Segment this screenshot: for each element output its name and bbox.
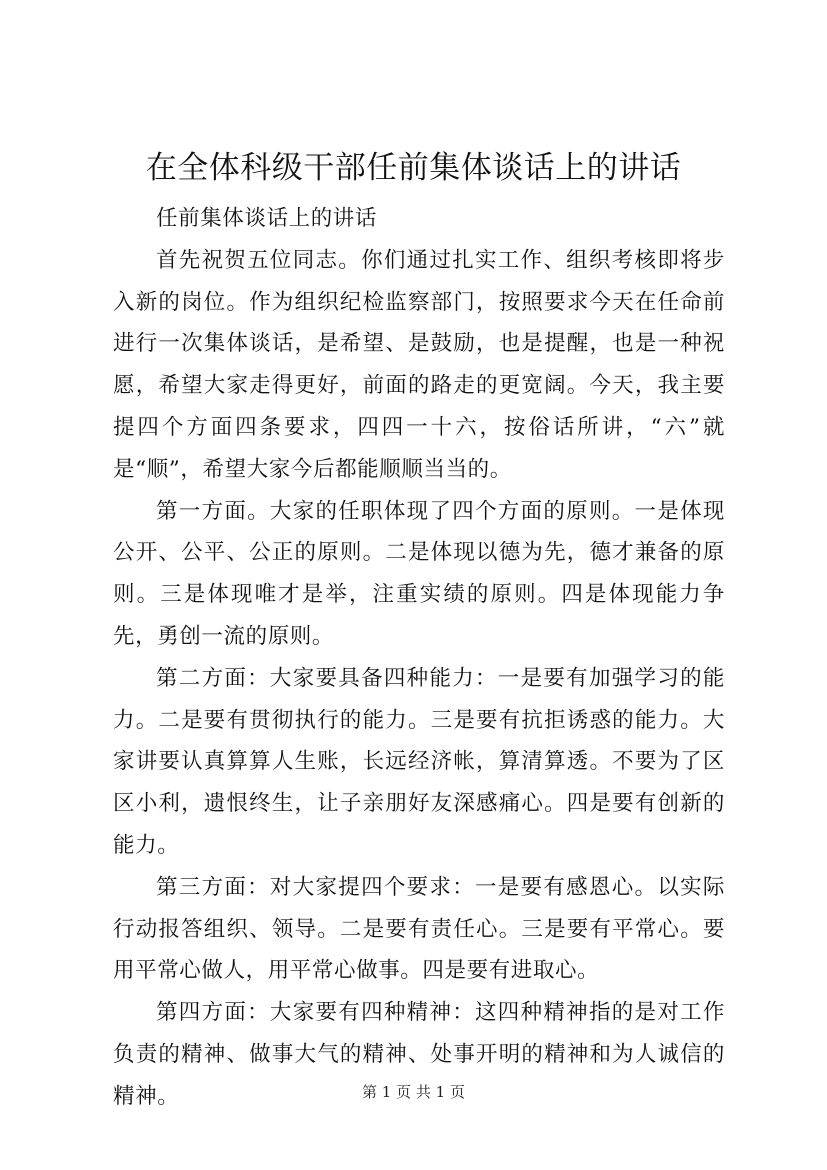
page-number-footer: 第 1 页 共 1 页 (362, 1083, 465, 1101)
paragraph: 第四方面：大家要有四种精神：这四种精神指的是对工作负责的精神、做事大气的精神、处事开明的精神和为人诚信的精神。 (113, 1000, 725, 1109)
document-body (113, 198, 725, 1118)
paragraph: 首先祝贺五位同志。你们通过扎实工作、组织考核即将步入新的岗位。作为组织纪检监察部门，按照要求今天在任命前进行一次集体谈话，是希望、是鼓励，也是提醒，也是一种祝愿，希望大家走得更好，前面的路走的更宽阔。今天，我主要提四个方面四条要求，四四一十六，按俗话所讲，“六”就是“顺”，希望大家今后都能顺顺当当的。 (113, 247, 725, 482)
document-subtitle: 任前集体谈话上的讲话 (156, 206, 378, 231)
paragraph: 第二方面：大家要具备四种能力：一是要有加强学习的能力。二是要有贯彻执行的能力。三是要有抗拒诱惑的能力。大家讲要认真算算人生账，长远经济帐，算清算透。不要为了区区小利，遗恨终生，让子亲朋好友深感痛心。四是要有创新的能力。 (113, 665, 725, 858)
paragraph: 第三方面：对大家提四个要求：一是要有感恩心。以实际行动报答组织、领导。二是要有责任心。三是要有平常心。要用平常心做人，用平常心做事。四是要有进取心。 (113, 874, 725, 984)
document-title: 在全体科级干部任前集体谈话上的讲话 (145, 150, 682, 186)
paragraph: 第一方面。大家的任职体现了四个方面的原则。一是体现公开、公平、公正的原则。二是体现以德为先，德才兼备的原则。三是体现唯才是举，注重实绩的原则。四是体现能力争先，勇创一流的原则。 (113, 498, 725, 649)
